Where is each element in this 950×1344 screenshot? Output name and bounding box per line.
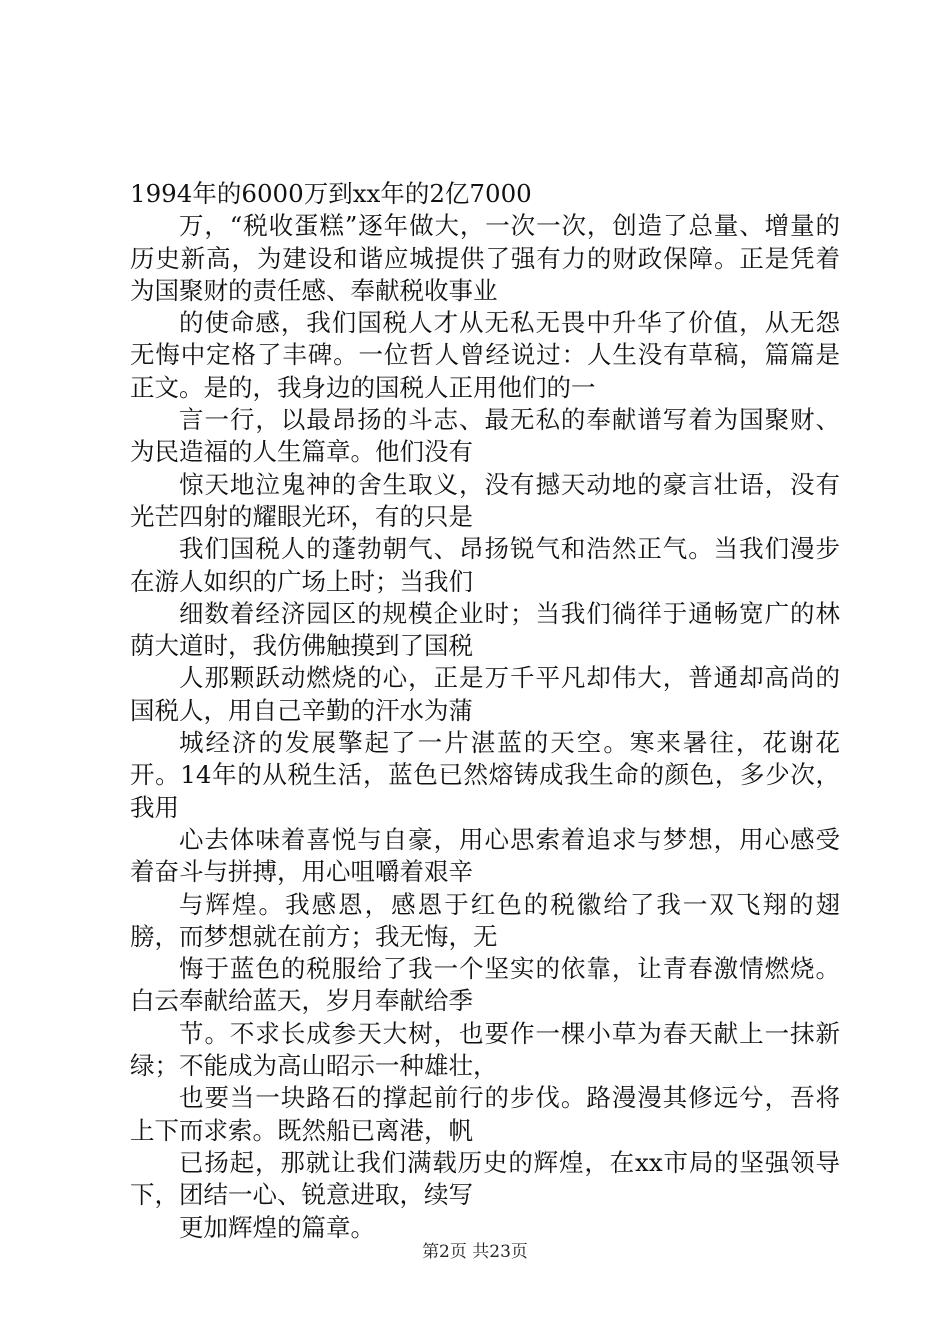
paragraph-16: 更加辉煌的篇章。 bbox=[179, 1212, 375, 1242]
paragraph-12: 悔于蓝色的税服给了我一个坚实的依靠，让青春激情燃烧。白云奉献给蓝天，岁月奉献给季 bbox=[130, 954, 840, 1016]
paragraph-3: 的使命感，我们国税人才从无私无畏中升华了价值，从无怨无悔中定格了丰碑。一位哲人曾经说过：人生没有草稿，篇篇是正文。是的，我身边的国税人正用他们的一 bbox=[130, 308, 840, 402]
body-text bbox=[130, 178, 840, 1244]
paragraph-1: 1994年的6000万到xx年的2亿7000 bbox=[130, 179, 532, 208]
paragraph-5: 惊天地泣鬼神的舍生取义，没有撼天动地的豪言壮语，没有光芒四射的耀眼光环，有的只是 bbox=[130, 469, 840, 531]
paragraph-9: 城经济的发展擎起了一片湛蓝的天空。寒来暑往，花谢花开。14年的从税生活，蓝色已然熔铸成我生命的颜色，多少次，我用 bbox=[130, 728, 840, 822]
paragraph-8: 人那颗跃动燃烧的心，正是万千平凡却伟大，普通却高尚的国税人，用自己辛勤的汗水为蒲 bbox=[130, 663, 840, 725]
paragraph-13: 节。不求长成参天大树，也要作一棵小草为春天献上一抹新绿；不能成为高山昭示一种雄壮， bbox=[130, 1018, 840, 1081]
page-footer: 第2页 共23页 bbox=[422, 1242, 528, 1262]
paragraph-7: 细数着经济园区的规模企业时；当我们徜徉于通畅宽广的林荫大道时，我仿佛触摸到了国税 bbox=[130, 598, 840, 661]
paragraph-2: 万，“税收蛋糕”逐年做大，一次一次，创造了总量、增量的历史新高，为建设和谐应城提供了强有力的财政保障。正是凭着为国聚财的责任感、奉献税收事业 bbox=[130, 211, 840, 305]
paragraph-11: 与辉煌。我感恩，感恩于红色的税徽给了我一双飞翔的翅膀，而梦想就在前方；我无悔，无 bbox=[130, 889, 840, 951]
paragraph-6: 我们国税人的蓬勃朝气、昂扬锐气和浩然正气。当我们漫步在游人如织的广场上时；当我们 bbox=[130, 534, 840, 596]
paragraph-4: 言一行，以最昂扬的斗志、最无私的奉献谱写着为国聚财、为民造福的人生篇章。他们没有 bbox=[130, 405, 840, 467]
paragraph-15: 已扬起，那就让我们满载历史的辉煌，在xx市局的坚强领导下，团结一心、锐意进取，续写 bbox=[130, 1147, 840, 1210]
paragraph-10: 心去体味着喜悦与自豪，用心思索着追求与梦想，用心感受着奋斗与拼搏，用心咀嚼着艰辛 bbox=[130, 824, 840, 887]
paragraph-14: 也要当一块路石的撑起前行的步伐。路漫漫其修远兮，吾将上下而求索。既然船已离港，帆 bbox=[130, 1083, 840, 1145]
